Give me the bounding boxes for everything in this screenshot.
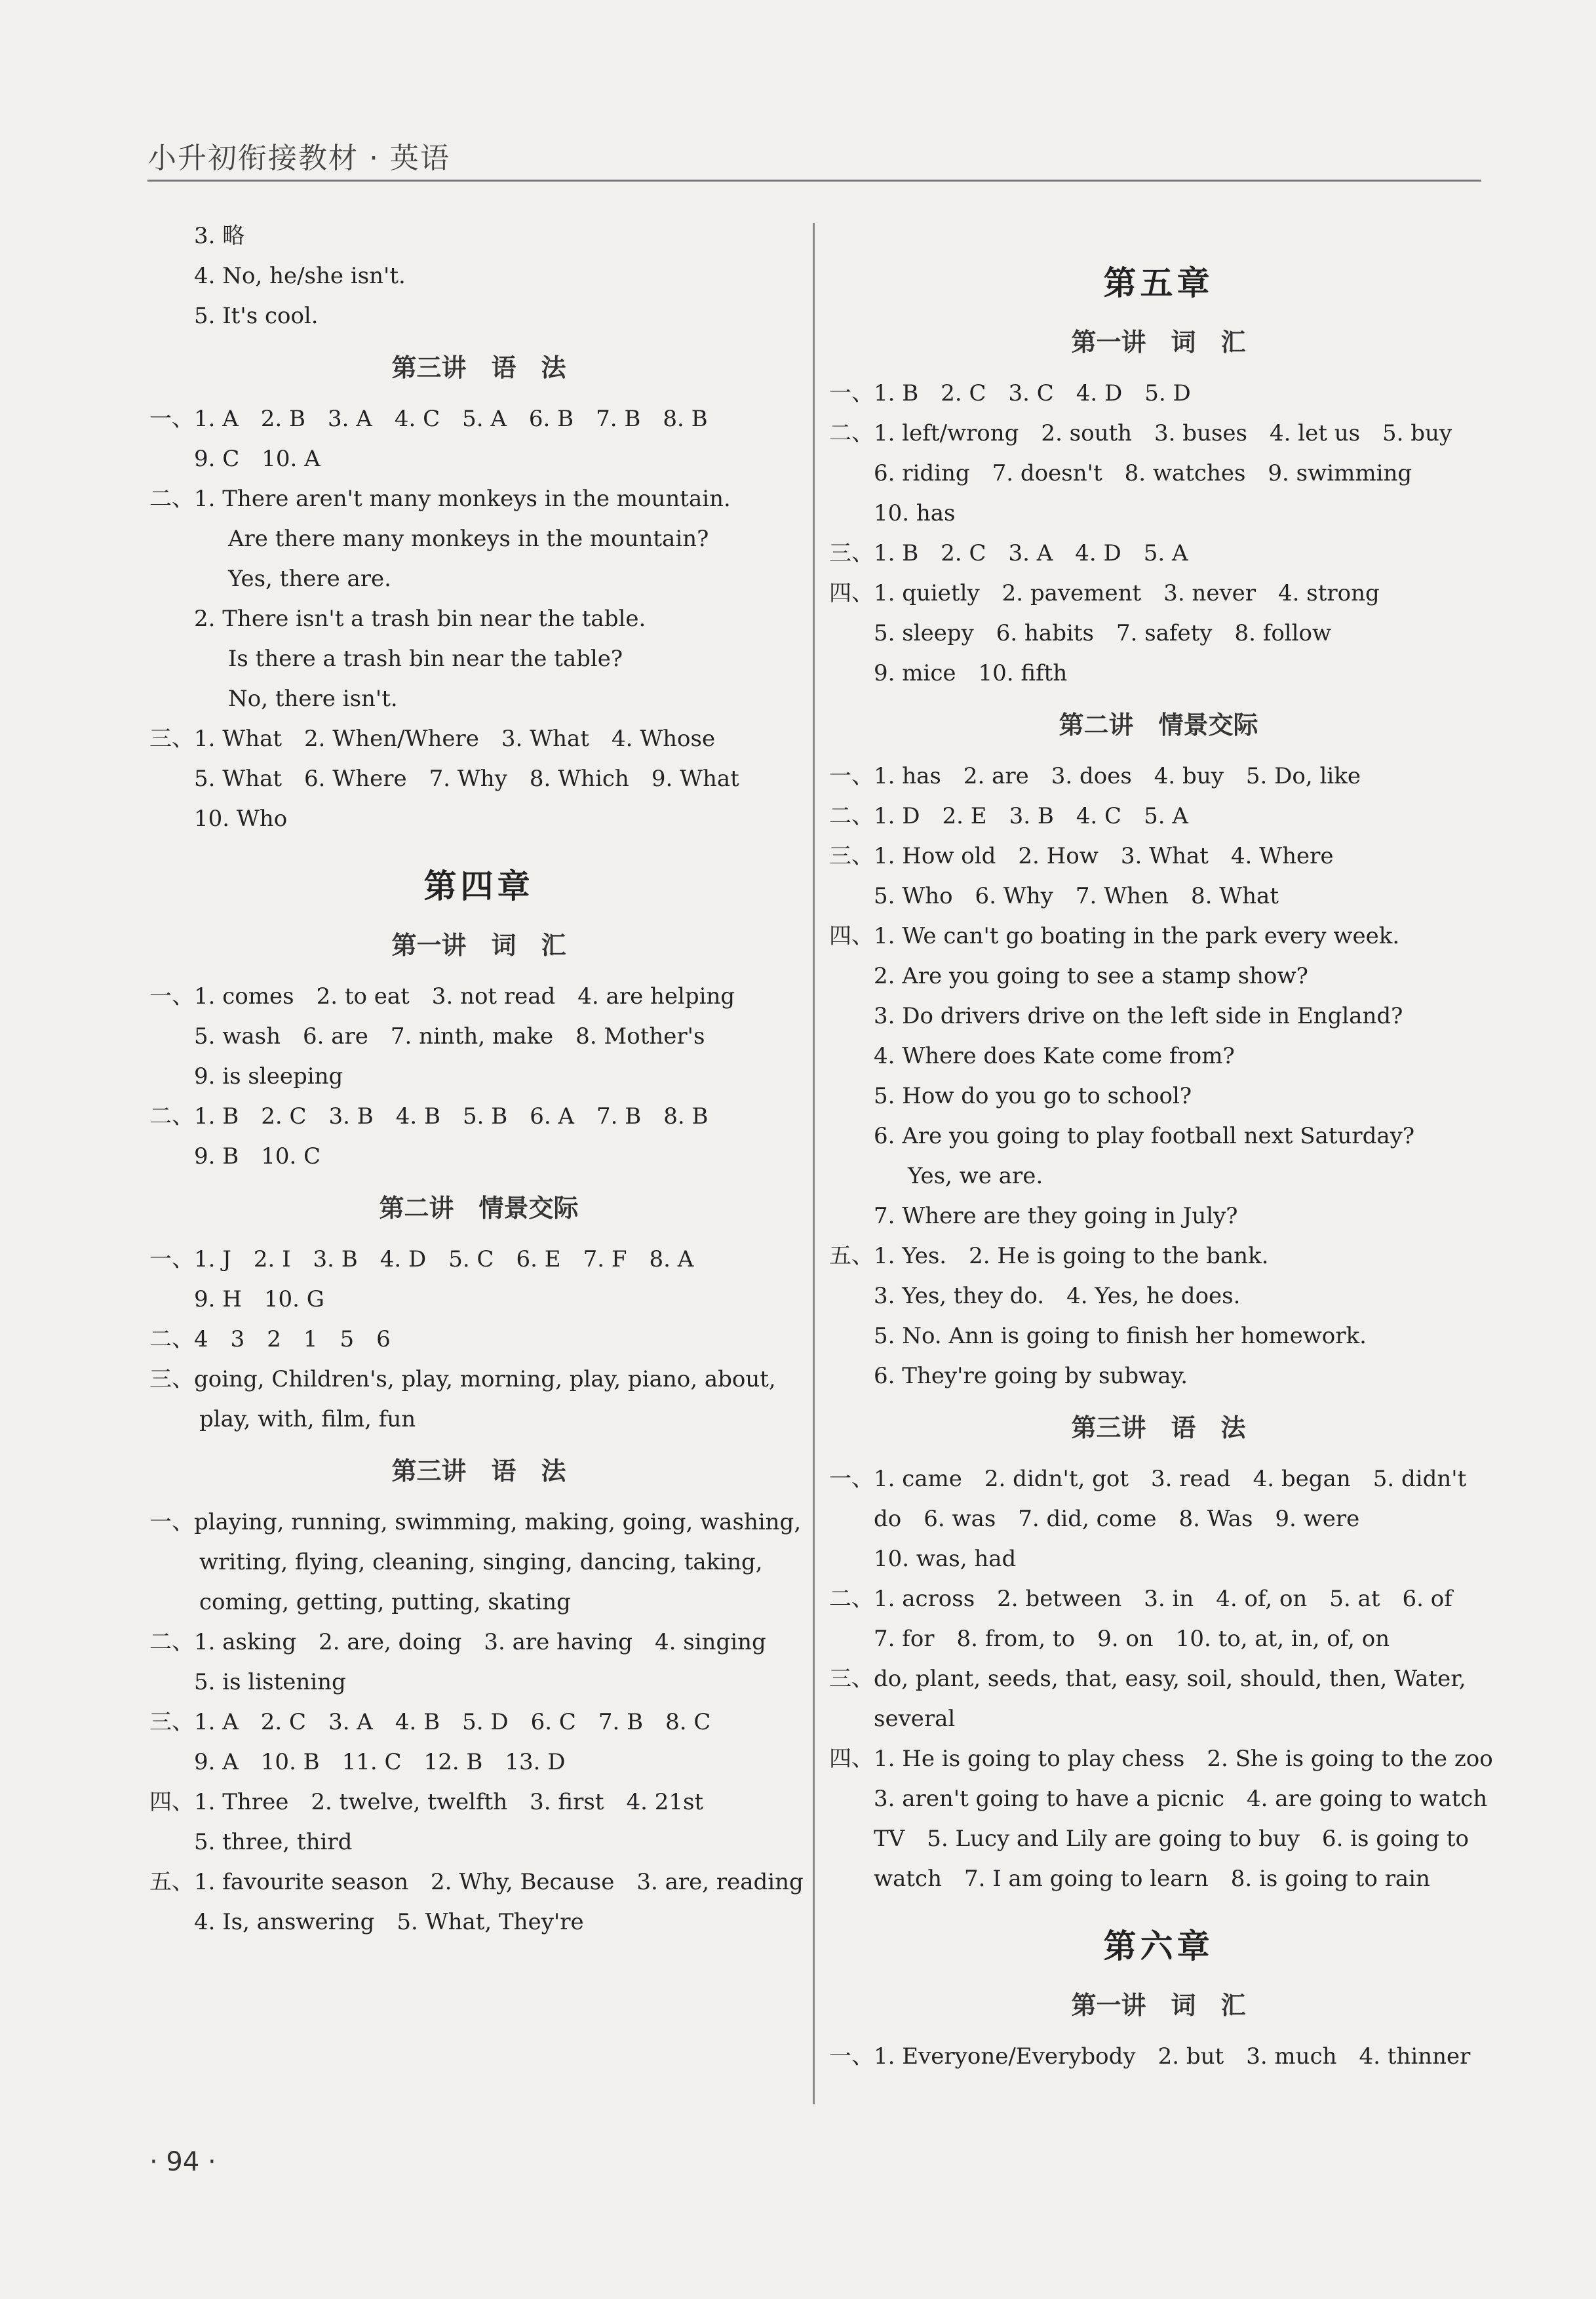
answer-line: 3. Yes, they do. 4. Yes, he does.	[874, 1283, 1241, 1309]
answer-line: 一、1. A 2. B 3. A 4. C 5. A 6. B 7. B 8. B	[149, 406, 708, 432]
answer-line: 4. Is, answering 5. What, They're	[194, 1909, 584, 1935]
section-title: 第二讲 情景交际	[1059, 711, 1258, 739]
answer-line: 10. has	[874, 500, 956, 526]
answer-line: 6. riding 7. doesn't 8. watches 9. swimming	[874, 460, 1412, 486]
column-divider	[813, 223, 815, 2104]
answer-line: 3. Do drivers drive on the left side in England?	[874, 1003, 1403, 1029]
answer-line: Is there a trash bin near the table?	[228, 646, 623, 672]
answer-line: 二、1. asking 2. are, doing 3. are having 4. singing	[149, 1629, 766, 1655]
answer-line: TV 5. Lucy and Lily are going to buy 6. is going to	[874, 1826, 1469, 1852]
answer-line: Yes, we are.	[908, 1163, 1043, 1189]
answer-line: play, with, film, fun	[199, 1406, 416, 1432]
answer-line: 三、do, plant, seeds, that, easy, soil, should, then, Water,	[829, 1666, 1466, 1692]
chapter-title: 第六章	[1103, 1927, 1214, 1965]
answer-line: No, there isn't.	[228, 686, 398, 712]
answer-line: 5. is listening	[194, 1669, 346, 1695]
answer-line: Are there many monkeys in the mountain?	[228, 526, 709, 552]
answer-line: 3. 略	[194, 223, 245, 249]
answer-line: 6. Are you going to play football next Saturday?	[874, 1123, 1415, 1149]
answer-line: writing, flying, cleaning, singing, dancing, taking,	[199, 1549, 763, 1575]
answer-line: 9. A 10. B 11. C 12. B 13. D	[194, 1749, 566, 1775]
answer-line: 三、1. A 2. C 3. A 4. B 5. D 6. C 7. B 8. C	[149, 1709, 711, 1735]
section-title: 第三讲 语 法	[391, 353, 566, 382]
answer-line: 4. No, he/she isn't.	[194, 263, 406, 289]
answer-line: 5. sleepy 6. habits 7. safety 8. follow	[874, 620, 1332, 646]
section-title: 第二讲 情景交际	[379, 1194, 579, 1223]
answer-line: 一、1. B 2. C 3. C 4. D 5. D	[829, 380, 1191, 406]
answer-line: 一、1. comes 2. to eat 3. not read 4. are helping	[149, 983, 735, 1010]
answer-line: 9. B 10. C	[194, 1143, 321, 1169]
answer-line: 五、1. Yes. 2. He is going to the bank.	[829, 1243, 1269, 1269]
answer-line: 四、1. We can't go boating in the park every week.	[829, 923, 1400, 949]
answer-line: 9. H 10. G	[194, 1286, 324, 1312]
answer-line: 5. Who 6. Why 7. When 8. What	[874, 883, 1279, 909]
answer-line: 四、1. He is going to play chess 2. She is going to the zoo	[829, 1746, 1493, 1772]
answer-line: 一、playing, running, swimming, making, going, washing,	[149, 1509, 802, 1535]
section-title: 第一讲 词 汇	[1071, 328, 1246, 357]
answer-line: 二、1. B 2. C 3. B 4. B 5. B 6. A 7. B 8. B	[149, 1103, 709, 1130]
answer-line: 五、1. favourite season 2. Why, Because 3. are, reading	[149, 1869, 804, 1895]
answer-line: 三、1. B 2. C 3. A 4. D 5. A	[829, 540, 1188, 566]
answer-line: coming, getting, putting, skating	[199, 1589, 571, 1615]
answer-line: 5. wash 6. are 7. ninth, make 8. Mother's	[194, 1023, 705, 1050]
answer-line: do 6. was 7. did, come 8. Was 9. were	[874, 1506, 1360, 1532]
left-column	[149, 216, 808, 1942]
answer-line: 一、1. J 2. I 3. B 4. D 5. C 6. E 7. F 8. A	[149, 1246, 694, 1272]
answer-line: 5. What 6. Where 7. Why 8. Which 9. What	[194, 766, 739, 792]
page-number: · 94 ·	[149, 2147, 216, 2177]
answer-line: 9. mice 10. fifth	[874, 660, 1068, 686]
answer-line: 2. Are you going to see a stamp show?	[874, 963, 1308, 989]
answer-line: 三、1. What 2. When/Where 3. What 4. Whose	[149, 726, 716, 752]
answer-line: 二、1. D 2. E 3. B 4. C 5. A	[829, 803, 1188, 829]
answer-line: 一、1. came 2. didn't, got 3. read 4. began 5. didn't	[829, 1466, 1467, 1492]
answer-line: 一、1. Everyone/Everybody 2. but 3. much 4. thinner	[829, 2043, 1471, 2070]
answer-line: 二、1. across 2. between 3. in 4. of, on 5. at 6. of	[829, 1586, 1452, 1612]
answer-line: 2. There isn't a trash bin near the table.	[194, 606, 646, 632]
answer-line: 三、going, Children's, play, morning, play, piano, about,	[149, 1366, 776, 1392]
answer-line: 10. Who	[194, 806, 288, 832]
answer-line: 6. They're going by subway.	[874, 1363, 1188, 1389]
chapter-title: 第五章	[1103, 264, 1214, 302]
chapter-title: 第四章	[423, 867, 534, 905]
answer-line: 5. No. Ann is going to finish her homework.	[874, 1323, 1367, 1349]
answer-line: several	[874, 1706, 956, 1732]
section-title: 第一讲 词 汇	[1071, 1991, 1246, 2020]
answer-line: 5. three, third	[194, 1829, 353, 1855]
answer-line: 三、1. How old 2. How 3. What 4. Where	[829, 843, 1334, 869]
answer-line: 四、1. Three 2. twelve, twelfth 3. first 4. 21st	[149, 1789, 704, 1815]
answer-line: 4. Where does Kate come from?	[874, 1043, 1235, 1069]
answer-line: 四、1. quietly 2. pavement 3. never 4. strong	[829, 580, 1380, 606]
answer-line: 二、1. There aren't many monkeys in the mountain.	[149, 486, 731, 512]
answer-line: 5. How do you go to school?	[874, 1083, 1192, 1109]
answer-line: 二、4 3 2 1 5 6	[149, 1326, 391, 1352]
answer-line: watch 7. I am going to learn 8. is going to rain	[874, 1866, 1430, 1892]
section-title: 第三讲 语 法	[391, 1457, 566, 1485]
answer-line: 5. It's cool.	[194, 303, 319, 329]
answer-line: 7. Where are they going in July?	[874, 1203, 1238, 1229]
right-column	[829, 216, 1493, 2077]
answer-line: Yes, there are.	[228, 566, 391, 592]
section-title: 第一讲 词 汇	[391, 931, 566, 960]
page-header-title: 小升初衔接教材 · 英语	[147, 142, 450, 175]
header-rule	[147, 180, 1481, 182]
answer-line: 9. is sleeping	[194, 1063, 343, 1090]
answer-line: 一、1. has 2. are 3. does 4. buy 5. Do, like	[829, 763, 1361, 789]
answer-line: 二、1. left/wrong 2. south 3. buses 4. let us 5. buy	[829, 420, 1452, 446]
answer-line: 7. for 8. from, to 9. on 10. to, at, in, of, on	[874, 1626, 1390, 1652]
answer-line: 10. was, had	[874, 1546, 1017, 1572]
answer-line: 9. C 10. A	[194, 446, 321, 472]
answer-line: 3. aren't going to have a picnic 4. are going to watch	[874, 1786, 1488, 1812]
section-title: 第三讲 语 法	[1071, 1413, 1246, 1442]
